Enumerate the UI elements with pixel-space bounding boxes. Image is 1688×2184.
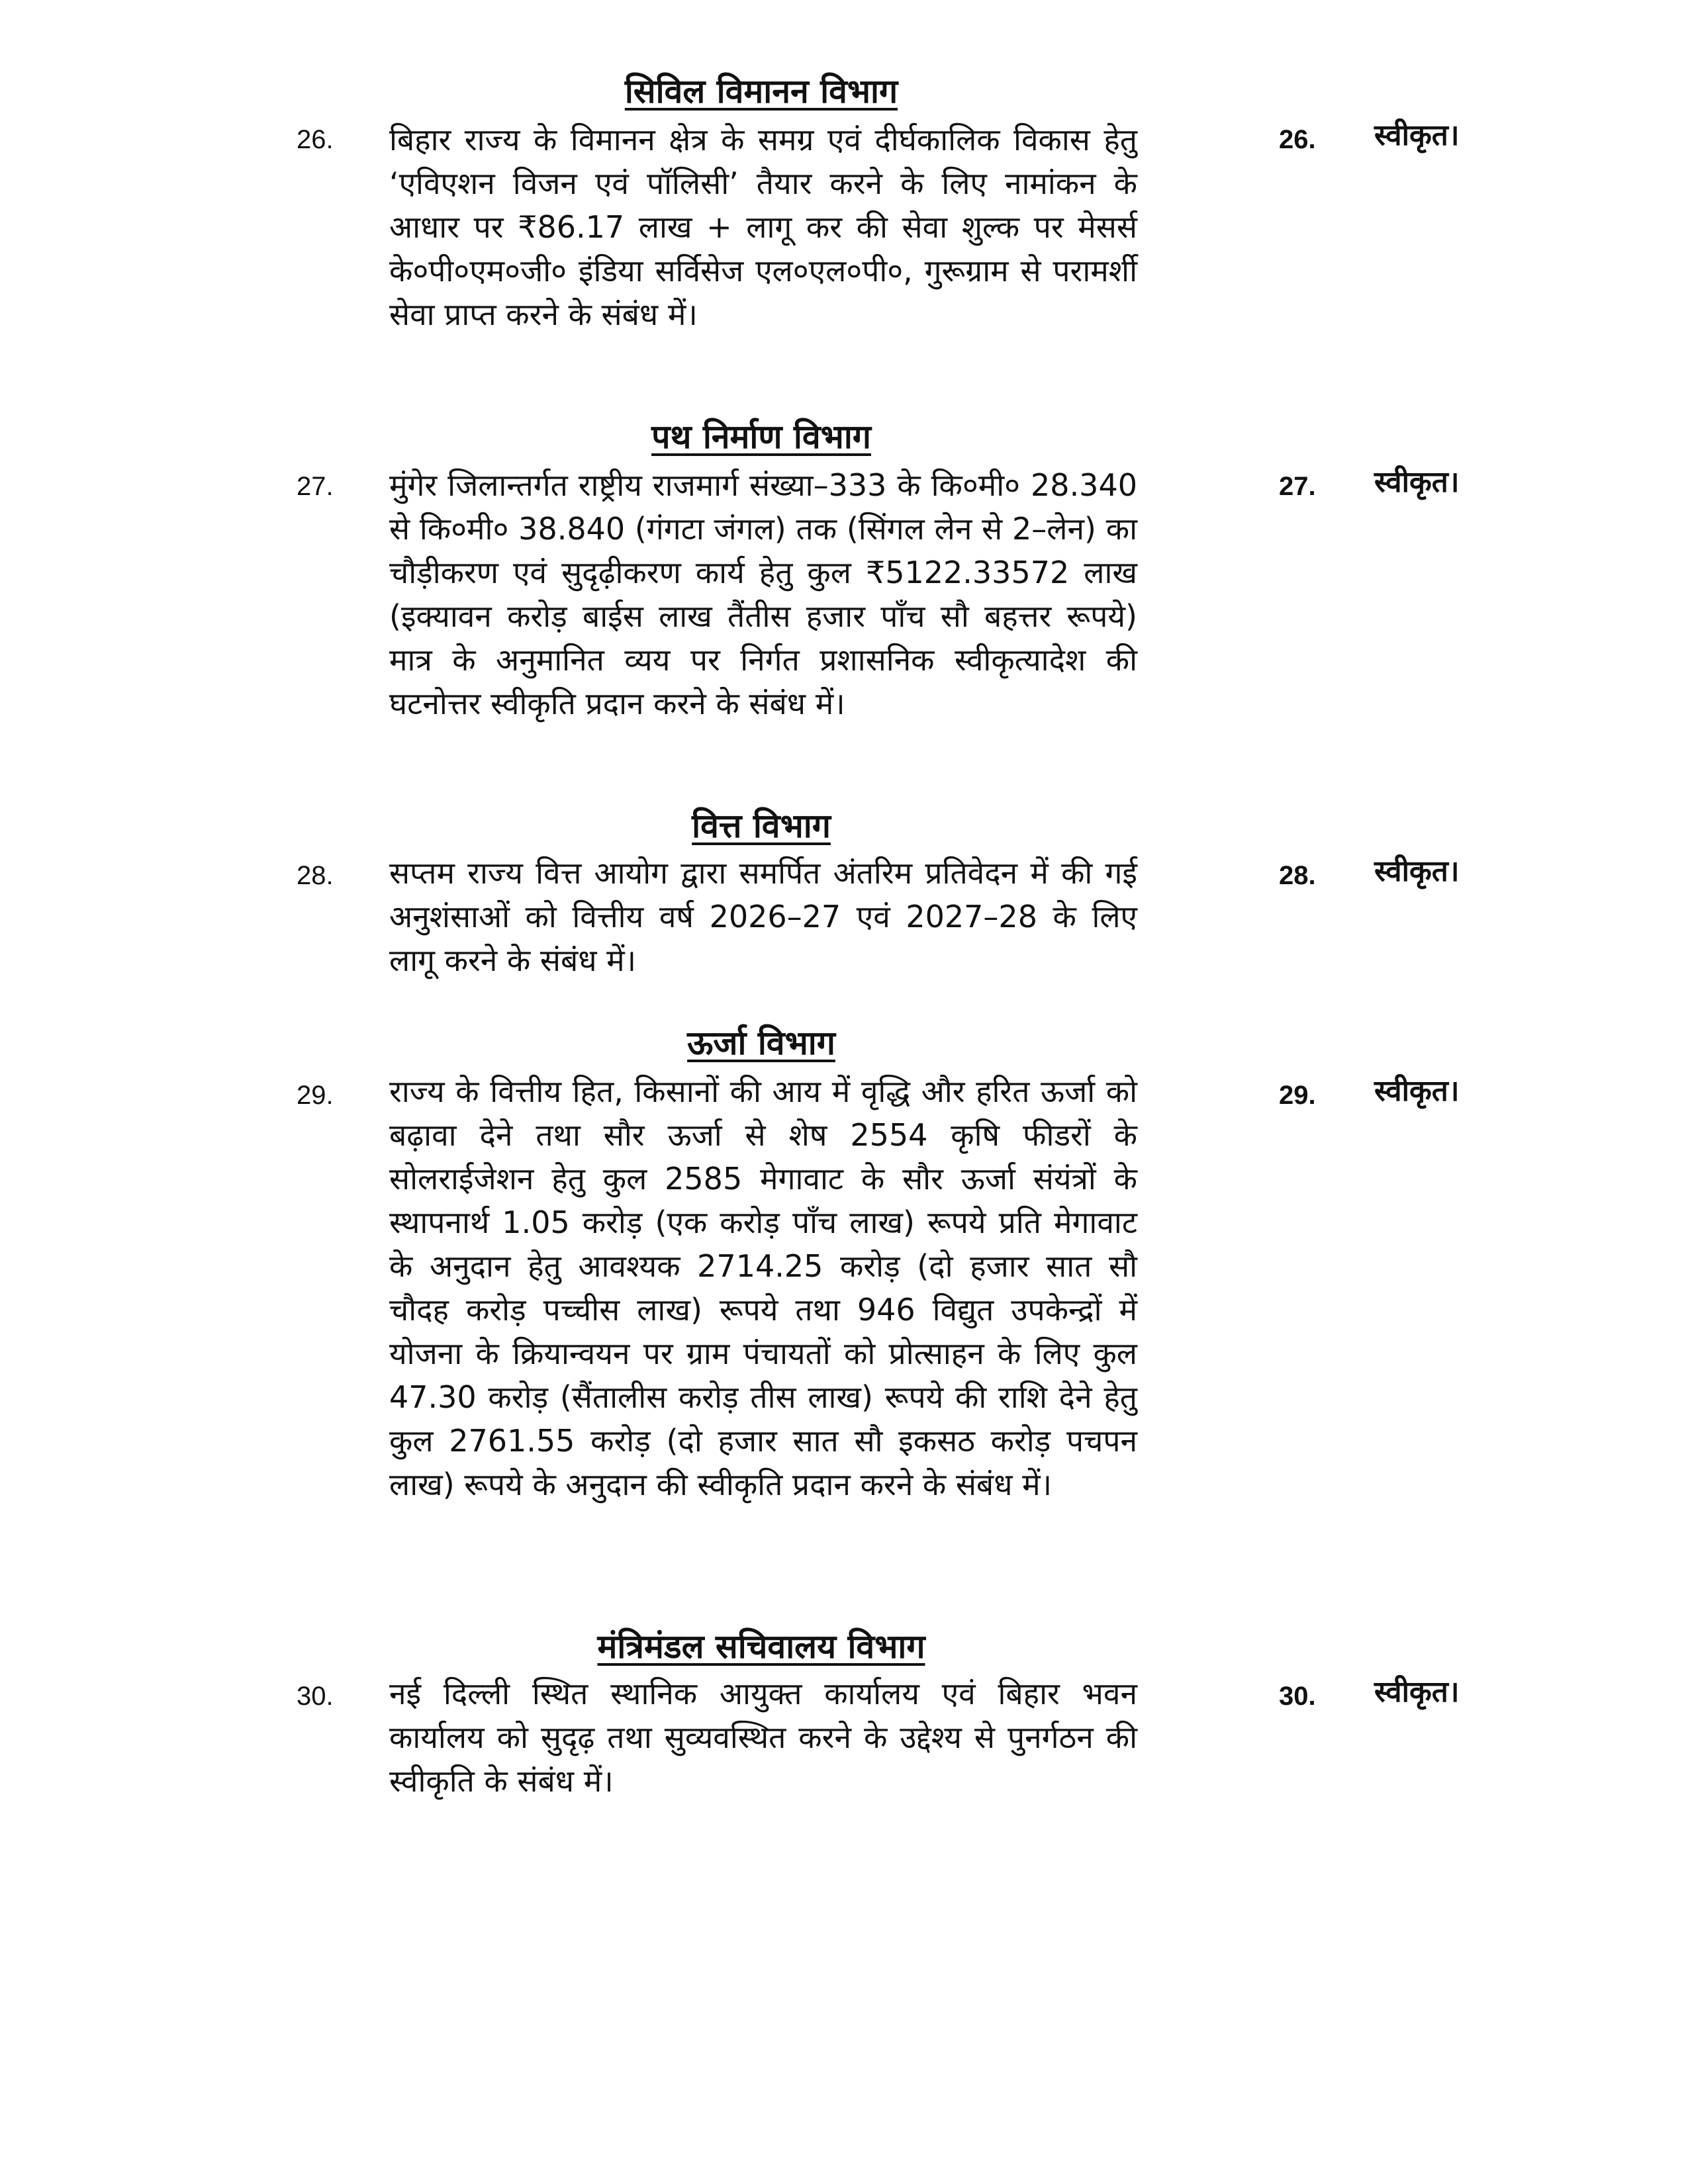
decision-number: 27. (1279, 472, 1316, 501)
department-heading (384, 805, 1139, 847)
item-number: 29. (297, 1081, 334, 1110)
decision-number: 28. (1279, 861, 1316, 890)
department-heading (384, 1625, 1139, 1668)
item-number: 27. (297, 472, 334, 501)
decision-status: स्वीकृत। (1374, 465, 1460, 499)
decision-number: 30. (1279, 1682, 1316, 1711)
department-heading-text: सिविल विमानन विभाग (624, 72, 898, 111)
item-description: मुंगेर जिलान्तर्गत राष्ट्रीय राजमार्ग संख्या–333 के कि०मी० 28.340 से कि०मी० 38.840 (गंगटा जंगल) तक (सिंगल लेन से 2–लेन) का चौड़ीकरण एवं सुदृढ़ीकरण कार्य हेतु कुल ₹5122.33572 लाख (इक्यावन करोड़ बाईस लाख तैंतीस हजार पाँच सौ बहत्तर रूपये) मात्र के अनुमानित व्यय पर निर्गत प्रशासनिक स्वीकृत्यादेश की घटनोत्तर स्वीकृति प्रदान करने के संबंध में। (389, 467, 1137, 721)
department-heading (384, 416, 1139, 458)
department-heading-text: पथ निर्माण विभाग (651, 418, 871, 456)
decision-status: स्वीकृत। (1374, 118, 1460, 152)
department-heading-text: मंत्रिमंडल सचिवालय विभाग (597, 1627, 925, 1666)
decision-status: स्वीकृत। (1374, 1074, 1460, 1108)
item-number: 26. (297, 125, 334, 154)
item-number: 28. (297, 861, 334, 890)
item-description: राज्य के वित्तीय हित, किसानों की आय में वृद्धि और हरित ऊर्जा को बढ़ावा देने तथा सौर ऊर्जा से शेष 2554 कृषि फीडरों के सोलराईजेशन हेतु कुल 2585 मेगावाट के सौर ऊर्जा संयंत्रों के स्थापनार्थ 1.05 करोड़ (एक करोड़ पाँच लाख) रूपये प्रति मेगावाट के अनुदान हेतु आवश्यक 2714.25 करोड़ (दो हजार सात सौ चौदह करोड़ पच्चीस लाख) रूपये तथा 946 विद्युत उपकेन्द्रों में योजना के क्रियान्वयन पर ग्राम पंचायतों को प्रोत्साहन के लिए कुल 47.30 करोड़ (सैंतालीस करोड़ तीस लाख) रूपये की राशि देने हेतु कुल 2761.55 करोड़ (दो हजार सात सौ इकसठ करोड़ पचपन लाख) रूपये के अनुदान की स्वीकृति प्रदान करने के संबंध में। (389, 1073, 1137, 1502)
item-number: 30. (297, 1682, 334, 1711)
department-heading (384, 70, 1139, 113)
department-heading-text: ऊर्जा विभाग (687, 1024, 835, 1062)
decision-number: 26. (1279, 125, 1316, 154)
department-heading-text: वित्त विभाग (692, 807, 831, 845)
decision-status: स्वीकृत। (1374, 1675, 1460, 1709)
decision-number: 29. (1279, 1081, 1316, 1110)
decision-status: स्वीकृत। (1374, 854, 1460, 888)
department-heading (384, 1022, 1139, 1064)
item-description: नई दिल्ली स्थित स्थानिक आयुक्त कार्यालय एवं बिहार भवन कार्यालय को सुदृढ़ तथा सुव्यवस्थित करने के उद्देश्य से पुनर्गठन की स्वीकृति के संबंध में। (389, 1676, 1137, 1799)
item-description: सप्तम राज्य वित्त आयोग द्वारा समर्पित अंतरिम प्रतिवेदन में की गई अनुशंसाओं को वित्तीय वर्ष 2026–27 एवं 2027–28 के लिए लागू करने के संबंध में। (389, 855, 1137, 978)
item-description: बिहार राज्य के विमानन क्षेत्र के समग्र एवं दीर्घकालिक विकास हेतु ‘एविएशन विजन एवं पॉलिसी’ तैयार करने के लिए नामांकन के आधार पर ₹86.17 लाख + लागू कर की सेवा शुल्क पर मेसर्स के०पी०एम०जी० इंडिया सर्विसेज एल०एल०पी०, गुरूग्राम से परामर्शी सेवा प्राप्त करने के संबंध में। (389, 122, 1137, 332)
